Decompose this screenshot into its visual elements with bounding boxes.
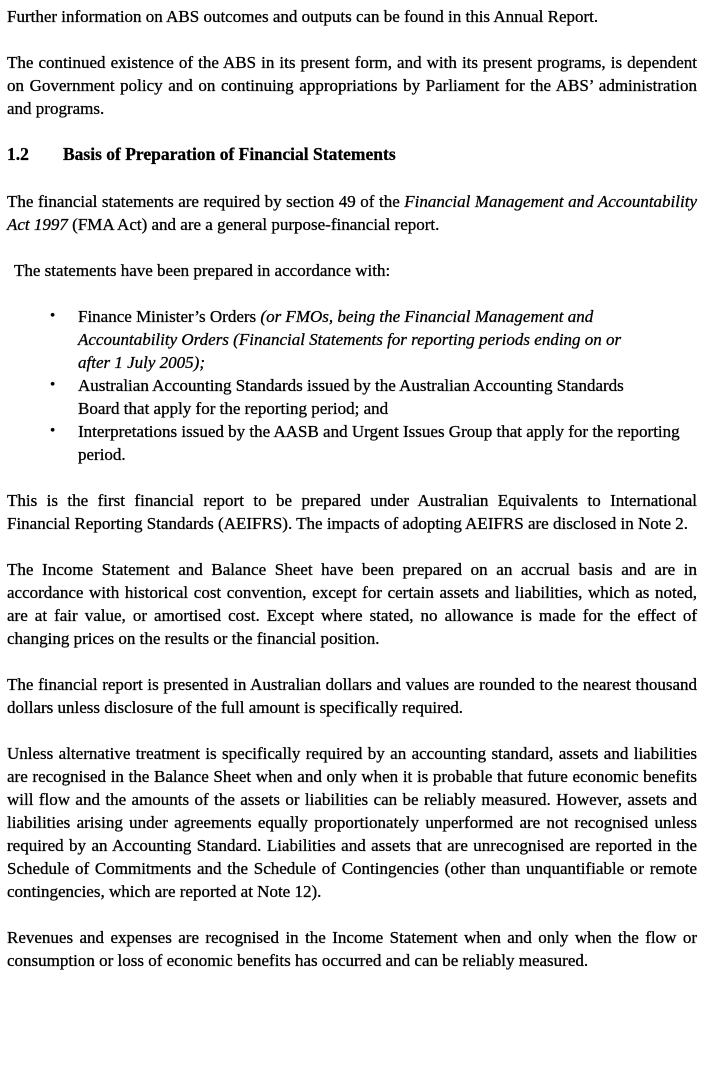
paragraph-further-information: Further information on ABS outcomes and outputs can be found in this Annual Report. — [7, 7, 599, 26]
paragraph-aeifrs: This is the first financial report to be prepared under Australian Equivalents to International Financial Reporting Standards (AEIFRS). The impacts of adopting AEIFRS are disclosed in Note 2. — [7, 491, 697, 533]
paragraph-recognition: Unless alternative treatment is specifically required by an accounting standard, assets and liabilities are recognised in the Balance Sheet when and only when it is probable that future economic benefits will flow and the amounts of the assets or liabilities can be reliably measured. However, assets and liabilities arising under agreements equally proportionately unperformed are not recognised unless required by an Accounting Standard. Liabilities and assets that are unrecognised are reported in the Schedule of Commitments and the Schedule of Contingencies (other than unquantifiable or remote contingencies, which are reported at Note 12). — [7, 744, 697, 901]
paragraph-fma-act — [7, 190, 697, 236]
paragraph-revenues-expenses: Revenues and expenses are recognised in the Income Statement when and only when the flow or consumption or loss of economic benefits has occurred and can be reliably measured. — [7, 928, 697, 970]
paragraph-prepared-in-accordance: The statements have been prepared in accordance with: — [14, 261, 391, 280]
fma-act-title: Financial Management and Accountability Act 1997 — [7, 192, 697, 234]
list-item-accounting-standards — [7, 374, 697, 420]
bullet-list — [7, 305, 697, 466]
section-number: 1.2 — [7, 144, 29, 164]
fma-text-post: (FMA Act) and are a general purpose-financial report. — [67, 215, 440, 234]
fmos-text-pre: Finance Minister’s Orders — [78, 307, 261, 326]
paragraph-continued-existence: The continued existence of the ABS in its present form, and with its present programs, is dependent on Government policy and on continuing appropriations by Parliament for the ABS’ administration and programs. — [7, 53, 697, 118]
list-item-text: Interpretations issued by the AASB and Urgent Issues Group that apply for the reporting period. — [78, 422, 680, 464]
paragraph-australian-dollars: The financial report is presented in Australian dollars and values are rounded to the nearest thousand dollars unless disclosure of the full amount is specifically required. — [7, 675, 697, 717]
bullet-icon: • — [50, 308, 56, 324]
list-item-interpretations — [7, 420, 697, 466]
paragraph-accrual-basis: The Income Statement and Balance Sheet have been prepared on an accrual basis and are in accordance with historical cost convention, except for certain assets and liabilities, which as noted, are at fair value, or amortised cost. Except where stated, no allowance is made for the effect of changing prices on the results or the financial position. — [7, 560, 697, 648]
bullet-icon: • — [50, 377, 56, 393]
section-title: Basis of Preparation of Financial Statements — [63, 144, 396, 164]
list-item-fmos — [7, 305, 697, 374]
section-heading — [7, 143, 697, 166]
fma-text-pre: The financial statements are required by section 49 of the — [7, 192, 405, 211]
list-item-text — [78, 305, 650, 374]
bullet-icon: • — [50, 423, 56, 439]
list-item-text: Australian Accounting Standards issued by the Australian Accounting Standards Board that apply for the reporting period; and — [78, 376, 624, 418]
fmos-text-italic: (or FMOs, being the Financial Management and Accountability Orders (Financial Statements for reporting periods ending on or after 1 July 2005); — [78, 307, 622, 372]
